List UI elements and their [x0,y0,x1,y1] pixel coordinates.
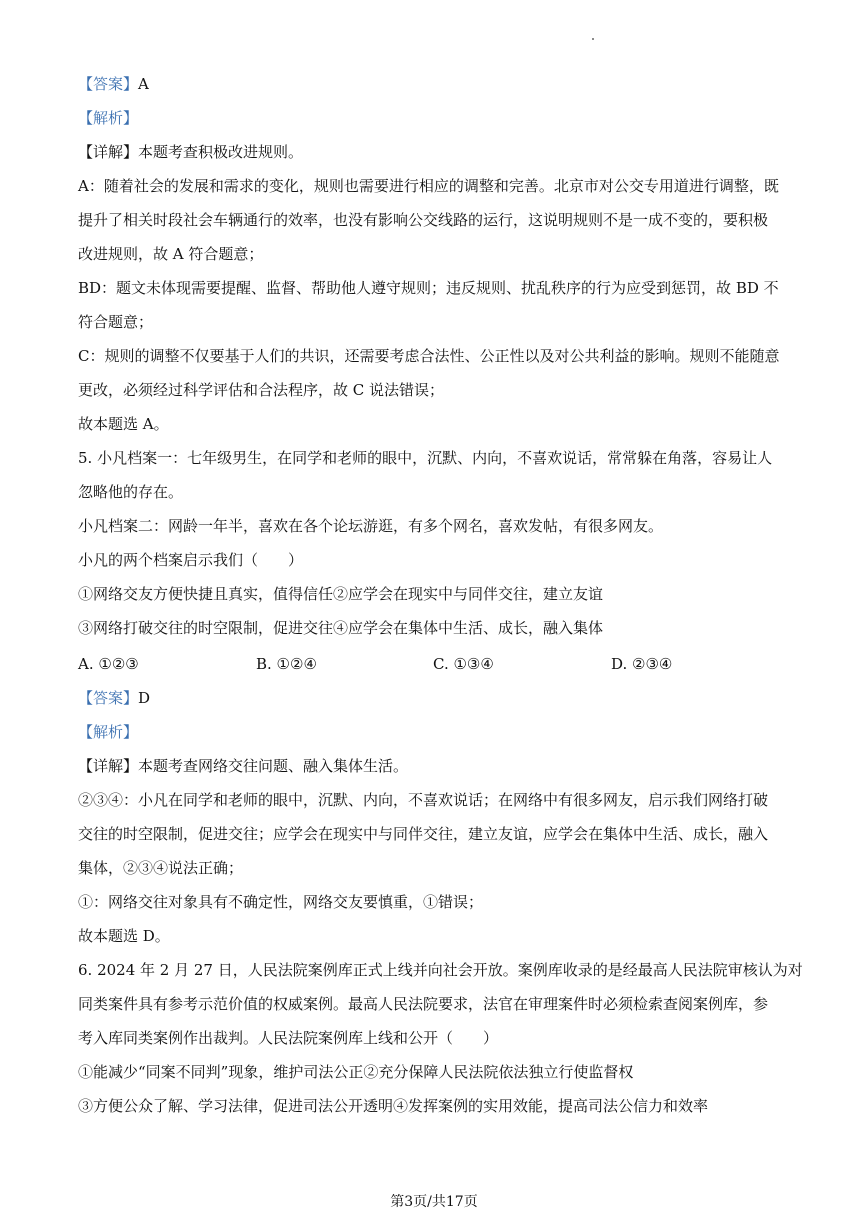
q5-detail-line: 【详解】本题考查网络交往问题、融入集体生活。 [78,757,409,775]
q5-correct-explanation-line: ②③④：小凡在同学和老师的眼中，沉默、内向，不喜欢说话；在网络中有很多网友，启示我们网络打破 [78,791,769,809]
q5-option-d: D. ②③④ [611,655,673,673]
q5-analysis-tag: 【解析】 [78,723,139,741]
q5-conclusion-line: 故本题选 D。 [78,927,170,945]
q5-answer-tag: 【答案】 [78,689,139,707]
q5-answer-line [78,688,150,708]
q5-stem-line: 5. 小凡档案一：七年级男生，在同学和老师的眼中，沉默、内向，不喜欢说话，常常躲在角落，容易让人 [78,449,773,467]
q6-statement-line: ①能减少“同案不同判”现象，维护司法公正②充分保障人民法院依法独立行使监督权 [78,1063,634,1081]
q5-answer-value: D [138,689,151,707]
q5-option-b: B. ①②④ [256,655,317,673]
q6-stem-line: 同类案件具有参考示范价值的权威案例。最高人民法院要求，法官在审理案件时必须检索查阅案例库，参 [78,995,769,1013]
q5-stem-line: 忽略他的存在。 [78,483,184,501]
q5-correct-explanation-line: 集体，②③④说法正确； [78,859,244,877]
analysis-tag: 【解析】 [78,109,139,127]
answer-value: A [138,75,149,93]
q5-question: 小凡的两个档案启示我们（ ） [78,551,304,569]
q5-stem-line-2: 小凡档案二：网龄一年半，喜欢在各个论坛游逛，有多个网名，喜欢发帖，有很多网友。 [78,517,664,535]
detail-line: 【详解】本题考查积极改进规则。 [78,143,304,161]
q6-statement-line: ③方便公众了解、学习法律，促进司法公开透明④发挥案例的实用效能，提高司法公信力和效率 [78,1097,709,1115]
q5-option-c: C. ①③④ [433,655,494,673]
q6-stem-line: 6. 2024 年 2 月 27 日，人民法院案例库正式上线并向社会开放。案例库收录的是经最高人民法院审核认为对 [78,961,803,979]
q6-stem-line: 考入库同类案例作出裁判。人民法院案例库上线和公开（ ） [78,1029,499,1047]
q5-statement-line: ①网络交友方便快捷且真实，值得信任②应学会在现实中与同伴交往，建立友谊 [78,585,604,603]
q5-option-a: A. ①②③ [78,655,139,673]
q5-statement-line: ③网络打破交往的时空限制，促进交往④应学会在集体中生活、成长，融入集体 [78,619,604,637]
option-a-explanation-line: A：随着社会的发展和需求的变化，规则也需要进行相应的调整和完善。北京市对公交专用道进行调整，既 [78,177,779,195]
option-a-explanation-line: 改进规则，故 A 符合题意； [78,245,264,263]
option-bd-explanation-line: 符合题意； [78,313,154,331]
option-c-explanation-line: C：规则的调整不仅要基于人们的共识，还需要考虑合法性、公正性以及对公共利益的影响。规则不能随意 [78,347,780,365]
page-footer: 第3页/共17页 [390,1194,478,1210]
scan-dot [592,38,594,40]
answer-tag: 【答案】 [78,75,139,93]
option-c-explanation-line: 更改，必须经过科学评估和合法程序，故 C 说法错误； [78,381,445,399]
q5-wrong-explanation-line: ①：网络交往对象具有不确定性，网络交友要慎重，①错误； [78,893,484,911]
q5-correct-explanation-line: 交往的时空限制，促进交往；应学会在现实中与同伴交往，建立友谊，应学会在集体中生活、成长，融入 [78,825,769,843]
option-a-explanation-line: 提升了相关时段社会车辆通行的效率，也没有影响公交线路的运行，这说明规则不是一成不变的，要积极 [78,211,769,229]
conclusion-line: 故本题选 A。 [78,415,169,433]
answer-line [78,74,149,94]
option-bd-explanation-line: BD：题文未体现需要提醒、监督、帮助他人遵守规则；违反规则、扰乱秩序的行为应受到惩罚，故 BD 不 [78,279,779,297]
